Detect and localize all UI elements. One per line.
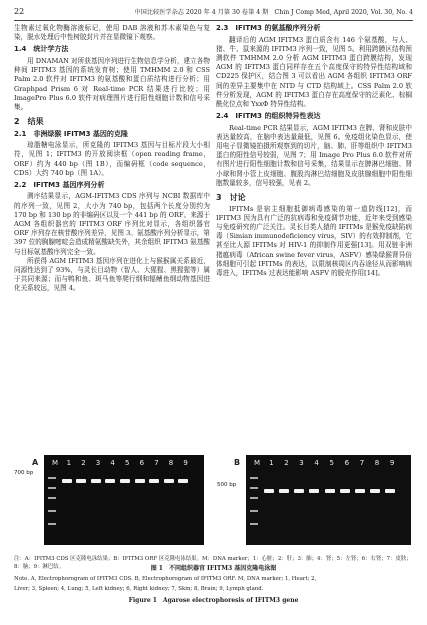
lane-label: 6: [139, 459, 145, 467]
ladder-band: [250, 477, 258, 479]
gel-band: [294, 489, 304, 493]
section-heading: 2.4 IFITM3 的组织特异性表达: [216, 112, 321, 121]
lane-label: M: [52, 459, 59, 467]
figure-1: [14, 450, 413, 568]
gel-band: [164, 479, 174, 483]
gel-band: [76, 479, 86, 483]
gel-band: [105, 479, 115, 483]
lane-label: 9: [389, 459, 395, 467]
paragraph: Real-time PCR 结果显示，AGM IFITM3 在脾、肾和皮肤中表达量较高，在脑中表达量最低，见图 6。免疫组化染色显示，使用电子显微镜拍摄所观察到的切片，脑、肺、肝等组织中 IFITM3 蛋白的阳性信号较弱，见图 7；用 Image Pro Plus 6.0 软件对所有图片进行阳性细胞计数和信号采集，结果显示在脾淋巴细胞、肾小球和肾小管上皮细胞、腹股沟淋巴结细胞及皮肤腺细胞中阳性细胞数量较多，信号较强，见表 2。: [216, 123, 412, 187]
lane-label: 9: [183, 459, 188, 467]
gel-band: [385, 489, 395, 493]
left-column: [14, 24, 210, 294]
gel-band: [279, 489, 289, 493]
ladder-band: [48, 497, 56, 499]
gel-band: [120, 479, 130, 483]
lane-label: 7: [154, 459, 159, 467]
gel-band: [178, 479, 188, 483]
page-header: [14, 6, 413, 21]
lane-labels-b: [252, 459, 407, 471]
lane-label: M: [254, 459, 261, 467]
lane-label: 3: [299, 459, 304, 467]
paragraph: 所获得 AGM IFITM3 基因序列在进化上与猴猴属关系最近，同源性达到了 93%，与灵长目动物（智人、大猩猩、黑猩猩等）属于共同来源；而与鸭和鱼、斑马鱼等爬行纲和辐鳍鱼纲动物基因进化关系较远，见图 4。: [14, 256, 210, 293]
ladder-band: [48, 523, 56, 525]
paragraph: IFITMs 是宿主细胞抵御病毒感染的第一道防线[12]，而 IFITM3 因为具有广泛的抗病毒和免疫调节功能，近年来受到感染与免疫研究的广泛关注。灵长目类人猿的 IFITMs 是猴免疫缺陷病毒（Simian immunodeficiency virus，SIV）的有效抑制剂，它甚至比人源 IFITMs 对 HIV-1 的抑制作用更强[13]。用双链非洲猪瘟病毒（African swine fever virus，ASFV）感染绿猴肾异倍体细胞可引起 IFITMs 的表达，以限制核周区内吞途径从而影响病毒进入，IFITMs 过表达能影响 ASFV 的脱壳作用[14]。: [216, 204, 412, 277]
ladder-band: [250, 510, 258, 512]
bp-label-b: 500 bp: [217, 482, 237, 488]
journal-header: 中国比较医学杂志 2020 年 4 月第 30 卷第 4 期 Chin J Comp Med, April 2020, Vol. 30, No. 4: [134, 9, 413, 16]
gel-band: [264, 489, 274, 493]
section-heading: 2.1 非洲绿猴 IFITM3 基因的克隆: [14, 129, 128, 138]
figure-title-en: Figure 1 Agarose electrophoresis of IFITM3 gene: [128, 597, 299, 604]
lane-label: 1: [269, 459, 274, 467]
gel-band: [135, 479, 145, 483]
lane-label: 8: [374, 459, 380, 467]
gel-band: [355, 489, 365, 493]
gel-image-a: [32, 455, 204, 545]
paragraph: 琼脂糖电泳显示，所克隆的 IFITM3 基因与目标片段大小相符，见图 1；IFITM3 的开放阅读框（open reading frame，ORF）约为 440 bp（图 1B），而编码框（code sequence，CDS）大约 740 bp（图 1A）。: [14, 141, 210, 177]
section-heading: 3 讨论: [216, 193, 246, 203]
lane-label: 5: [329, 459, 334, 467]
lane-labels-a: [50, 459, 200, 471]
section-heading: 1.4 统计学方法: [14, 45, 69, 54]
ladder-band: [250, 497, 258, 499]
lane-label: 4: [314, 459, 319, 467]
gel-band: [309, 489, 319, 493]
page-number: 22: [14, 7, 25, 16]
gel-band: [325, 489, 335, 493]
lane-label: 1: [66, 459, 72, 467]
gel-band: [91, 479, 101, 483]
ladder-band: [48, 477, 56, 479]
right-column: [216, 24, 412, 278]
lane-label: 6: [344, 459, 350, 467]
paragraph: 测序结果显示，AGM-IFITM3 CDS 序列与 NCBI 数据库中的序列一致，见图 2，大小为 740 bp，包括两个长度分别约为 170 bp 和 130 bp 的非编码区以及一个 441 bp 的 ORF。来源于 AGM 各组织器官的 IFITM3 ORF 序列比对显示，各组织器官 ORF 序列存在核苷酸序列差异，见图 3。氨基酸序列分析显示，第 397 位的胸腺嘧啶会造成精氨酸缺失外，其余组织 IFITM3 氨基酸与目标氨基酸序列完全一致。: [14, 192, 210, 256]
lane-label: 2: [81, 459, 86, 467]
figure-title-cn: 图 1 不同组织器官 IFITM3 基因克隆电泳图: [150, 565, 277, 572]
section-heading: 2 结果: [14, 117, 44, 127]
gel-band: [340, 489, 350, 493]
gel-image-b: [234, 455, 411, 545]
ladder-band: [250, 523, 258, 525]
lane-label: 3: [95, 459, 101, 467]
section-heading: 2.3 IFITM3 的氨基酸序列分析: [216, 24, 321, 32]
gel-band: [370, 489, 380, 493]
gel-band: [62, 479, 72, 483]
figure-note-en-1: Note. A, Electrophorogram of IFITM3 CDS. B, Electrophorogram of IFITM3 ORF. M, DNA marker; 1, Heart; 2,: [14, 576, 317, 582]
paragraph: 翻译后的 AGM IFITM3 蛋白质含有 146 个氨基酸，与人、猪、牛、鼠来源的 IFITM3 序列一致，见图 5。利用跨膜区结构预测软件 TMHMM 2.0 分析 AGM IFITM3 蛋白跨膜结构，发现 AGM 的 IFITM3 蛋白同样存在五个高度保守的特异性结构域和 CD225 保护区，结合图 3 可以看出 AGM 各组织 IFITM3 ORF 间的差异主要集中在 NTD 与 CTD 结构域上。CSS Palm 2.0 软件分析发现，AGM 的 IFITM3 蛋白存在高度保守的泛素化、棕榈酰化位点和 YxxΦ 特异性结构。: [216, 35, 412, 108]
paragraph: 用 DNAMAN 对所获基因序列进行生物信息学分析，建立各物种间 IFITM3 基因的系统发育树；使用 TMHMM 2.0 和 CSS Palm 2.0 软件对 IFITM3 的氨基酸和蛋白质结构进行分析；用 Graphpad Prism 6 对 Real-time PCR 结果进行比较；用 ImagePro Plus 6.0 软件对病理图片进行阳性细胞计数和信号采集。: [14, 56, 210, 111]
lane-label: 2: [284, 459, 289, 467]
figure-note-cn: 注：A：IFITM3 CDS 区克隆电泳结果；B：IFITM3 ORF 区克隆电泳结果。M：DNA marker；1：心脏；2：肝；3：肺；4：肾；5：左肾；6：右肾；7：皮肤；8：脑；9：淋巴结。: [14, 556, 412, 570]
gel-band: [149, 479, 159, 483]
lane-label: 7: [359, 459, 365, 467]
lane-label: 5: [125, 459, 130, 467]
figure-note-en-2: Liver; 3, Spleen; 4, Lung; 5, Left kidney; 6, Right kidney; 7, Skin; 8, Brain; 9, Lymph gland.: [14, 586, 264, 592]
lane-label: 8: [168, 459, 174, 467]
bp-label-a: 700 bp: [14, 470, 34, 476]
ladder-band: [48, 487, 56, 489]
paragraph: 生物素过氧化物酶溶液标记，使用 DAB 溶液和苏木素染色与复染，脱水处理后中性树胶封片并在显微镜下观察。: [14, 24, 210, 42]
lane-label: 4: [110, 459, 115, 467]
panel-label-b: B: [234, 458, 241, 467]
panel-label-a: A: [32, 458, 39, 467]
ladder-band: [48, 510, 56, 512]
ladder-band: [250, 487, 258, 489]
section-heading: 2.2 IFITM3 基因序列分析: [14, 180, 105, 189]
